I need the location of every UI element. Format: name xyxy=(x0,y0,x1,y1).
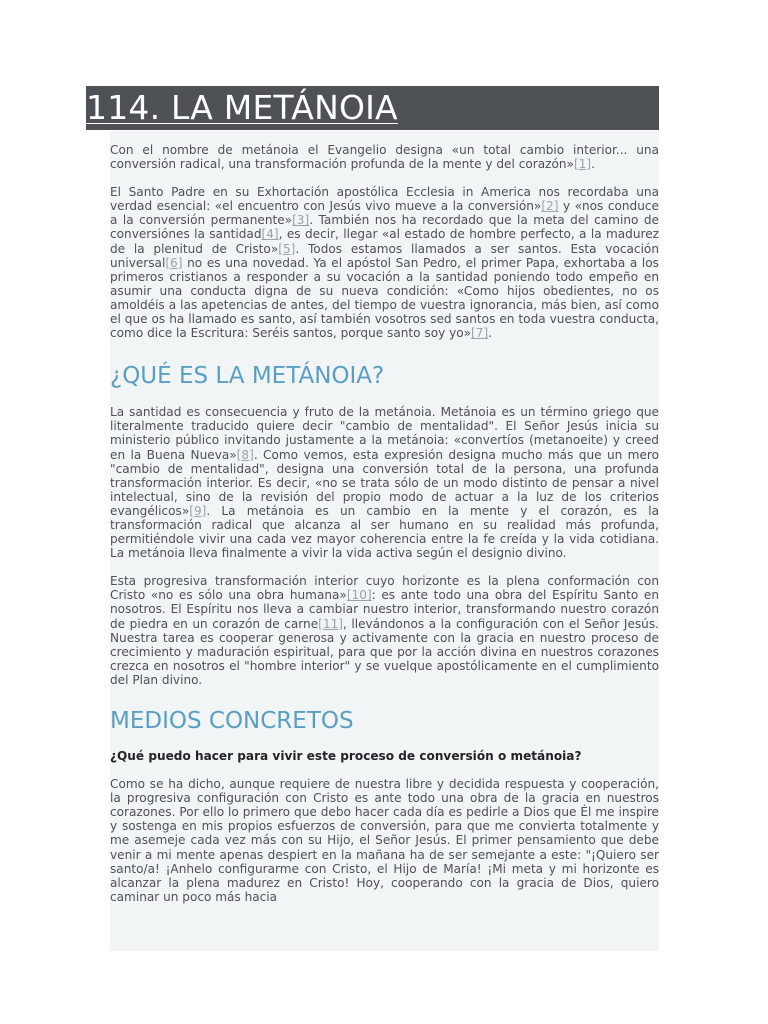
text-segment: . xyxy=(591,157,595,172)
text-segment: Esta progresiva transformación interior cuyo horizonte es la plena conformación con Cristo «no es sólo una obra humana» xyxy=(110,574,659,603)
text-segment: : es ante todo una obra del Espíritu Santo en nosotros. El Espíritu nos lleva a cambiar nuestro interior, transformando nuestro corazón de piedra en un corazón de carne xyxy=(110,588,659,631)
text-segment: . También nos ha recordado que la meta del camino de conversiónes la santidad xyxy=(110,213,659,242)
footnote-link-1[interactable]: [1] xyxy=(573,157,592,172)
text-segment: no es una novedad. Ya el apóstol San Pedro, el primer Papa, exhortaba a los primeros cristianos a responder a su vocación a la santidad poniendo todo empeño en asumir una conducta digna de su nueva condición: «Como hijos obedientes, no os amoldéis a las apetencias de antes, del tiempo de vuestra ignorancia, más bien, así como el que os ha llamado es santo, así también vosotros sed santos en toda vuestra conducta, como dice la Escritura: Seréis santos, porque santo soy yo» xyxy=(110,255,659,341)
text-segment: , llevándonos a la configuración con el Señor Jesús. Nuestra tarea es cooperar generosa y activamente con la gracia en nuestro proceso de crecimiento y maduración espiritual, para que por la acción divina en nuestros corazones crezca en nosotros el "hombre interior" y se vuelque apostólicamente en el cumplimiento del Plan divino. xyxy=(110,616,659,687)
page-title: 114. LA METÁNOIA xyxy=(86,88,398,127)
footnote-link-4[interactable]: [4] xyxy=(261,227,279,242)
text-segment: . xyxy=(488,326,493,341)
text-segment: . La metánoia es un cambio en la mente y el corazón, es la transformación radical que alcanza al ser humano en su realidad más profunda, permitiéndole vivir una cada vez mayor coherencia entre la fe creída y la vida cotidiana. La metánoia lleva finalmente a vivir la vida activa según el designio divino. xyxy=(110,503,659,561)
text-segment: y «nos conduce a la conversión permanente» xyxy=(110,199,659,228)
paragraph-santo-padre xyxy=(110,185,659,340)
text-segment: , es decir, llegar «al estado de hombre perfecto, a la madurez de la plenitud de Cristo» xyxy=(110,227,659,256)
text-segment: El Santo Padre en su Exhortación apostólica Ecclesia in America nos recordaba una verdad esencial: «el encuentro con Jesús vivo mueve a la conversión» xyxy=(110,185,659,214)
paragraph-transformacion xyxy=(110,574,659,687)
text-segment: . Como vemos, esta expresión designa mucho más que un mero "cambio de mentalidad", designa una conversión total de la persona, una profunda transformación interior. Es decir, «no se trata sólo de un modo distinto de pensar a nivel intelectual, sino de la revisión del propio modo de actuar a la luz de los criterios evangélicos» xyxy=(110,447,659,518)
question-text: ¿Qué puedo hacer para vivir este proceso de conversión o metánoia? xyxy=(110,749,582,763)
footnote-link-10[interactable]: [10] xyxy=(346,588,372,603)
footnote-link-9[interactable]: [9] xyxy=(189,503,207,518)
paragraph-como-se-ha-dicho: Como se ha dicho, aunque requiere de nuestra libre y decidida respuesta y cooperación, la progresiva configuración con Cristo es ante todo una obra de la gracia en nuestros corazones. Por ello lo primero que debo hacer cada día es pedirle a Dios que Él me inspire y sostenga en mis propios esfuerzos de conversión, para que me convierta totalmente y me asemeje cada vez más con su Hijo, el Señor Jesús. El primer pensamiento que debe venir a mi mente apenas despiert en la mañana ha de ser semejante a este: "¡Quiero ser santo/a! ¡Anhelo configurarme con Cristo, el Hijo de María! ¡Mi meta y mi horizonte es alcanzar la plena madurez en Cristo! Hoy, cooperando con la gracia de Dios, quiero caminar un poco más hacia xyxy=(110,777,659,904)
text-segment: . Todos estamos llamados a ser santos. Esta vocación universal xyxy=(110,241,659,270)
footnote-link-7[interactable]: [7] xyxy=(471,326,489,341)
footnote-link-8[interactable]: [8] xyxy=(236,447,254,462)
footnote-link-11[interactable]: [11] xyxy=(318,616,343,631)
paragraph-santidad xyxy=(110,405,659,560)
section-heading-medios: MEDIOS CONCRETOS xyxy=(110,708,354,734)
text-segment: La santidad es consecuencia y fruto de la metánoia. Metánoia es un término griego que literalmente traducido quiere decir "cambio de mentalidad". El Señor Jesús inicia su ministerio público invitando justamente a la metánoia: «convertíos (metanoeite) y creed en la Buena Nueva» xyxy=(110,405,659,462)
paragraph-intro xyxy=(110,131,659,171)
footnote-link-5[interactable]: [5] xyxy=(278,241,296,256)
section-heading-que-es: ¿QUÉ ES LA METÁNOIA? xyxy=(110,363,385,390)
footnote-link-2[interactable]: [2] xyxy=(541,199,559,214)
footnote-link-3[interactable]: [3] xyxy=(292,213,310,228)
text-segment: Con el nombre de metánoia el Evangelio designa «un total cambio interior... una conversión radical, una transformación profunda de la mente y del corazón» xyxy=(110,143,659,172)
footnote-link-6[interactable]: [6] xyxy=(165,255,183,270)
title-bar xyxy=(86,86,659,130)
article-body xyxy=(110,131,659,951)
